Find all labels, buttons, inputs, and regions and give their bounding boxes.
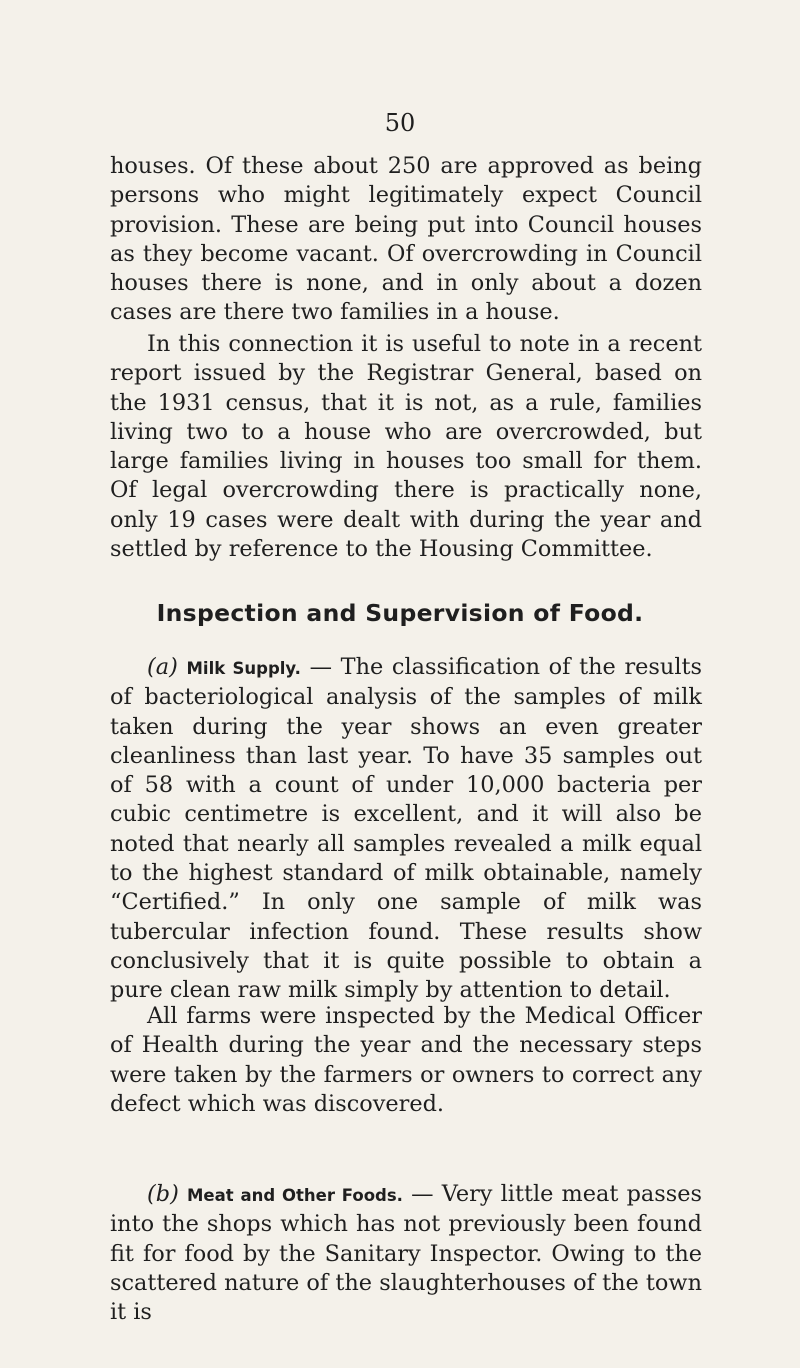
meat-foods-subheading: Meat and Other Foods.: [187, 1186, 403, 1205]
meat-section-marker: (b): [147, 1181, 179, 1207]
milk-supply-subheading: Milk Supply.: [186, 659, 301, 678]
meat-foods-text: Very little meat passes into the shops which has not previously been found fit for food by the Sanitary Inspector. Owing to the scattered nature of the slaughterhouses of the town it is: [110, 1181, 702, 1326]
paragraph-farm-inspection: All farms were inspected by the Medical Officer of Health during the year and the necessary steps were taken by the farmers or owners to correct any defect which was discovered.: [110, 1003, 702, 1117]
paragraph-registrar-report: In this connection it is useful to note in a recent report issued by the Registrar General, based on the 1931 census, that it is not, as a rule, families living two to a house who are overcrowded, but large families living in houses too small for them. Of legal overcrowding there is practically none, only 19 cases were dealt with during the year and settled by reference to the Housing Committee.: [110, 331, 702, 563]
paragraph-council-houses: houses. Of these about 250 are approved as being persons who might legitimately expect Council provision. These are being put into Council houses as they become vacant. Of overcrowding in Council houses there is none, and in only about a dozen cases are there two families in a house.: [110, 153, 702, 326]
section-heading-food-inspection: Inspection and Supervision of Food.: [156, 599, 644, 627]
milk-section-marker: (a): [147, 654, 178, 680]
paragraph-milk-supply: [110, 653, 702, 1006]
milk-dash: —: [300, 654, 341, 680]
meat-dash: —: [402, 1181, 442, 1207]
page-number: 50: [384, 109, 416, 137]
paragraph-meat-other-foods: [110, 1180, 702, 1327]
milk-supply-text: The classification of the results of bacteriological analysis of the samples of milk taken during the year shows an even greater cleanliness than last year. To have 35 samples out of 58 with a count of under 10,000 bacteria per cubic centimetre is excellent, and it will also be noted that nearly all samples revealed a milk equal to the highest standard of milk obtainable, namely “Certified.” In only one sample of milk was tubercular infection found. These results show conclusively that it is quite possible to obtain a pure clean raw milk simply by attention to detail.: [110, 654, 702, 1004]
